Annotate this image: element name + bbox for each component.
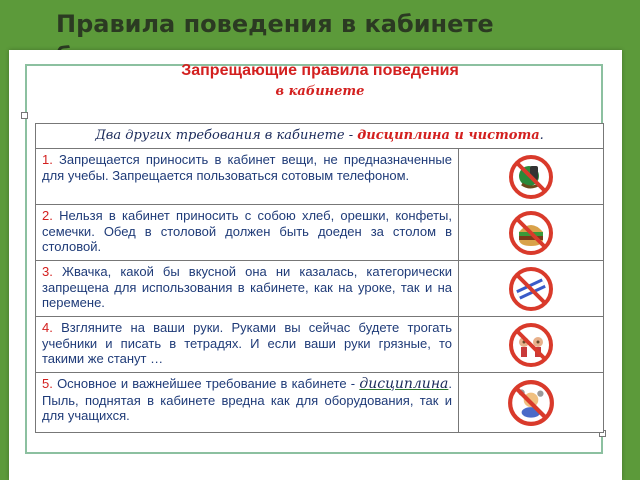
slide-title: Правила поведения в кабинете bbox=[56, 10, 494, 38]
rules-subheading: в кабинете bbox=[275, 84, 365, 99]
no-items-icon bbox=[508, 154, 554, 200]
rule-body-end: . Пыль, поднятая в кабинете вредна как для оборудования, так и для учащихся. bbox=[42, 376, 453, 423]
table-row bbox=[36, 149, 603, 205]
rule-number: 5. bbox=[42, 376, 53, 391]
rule-body: Нельзя в кабинет приносить с собою хлеб, орешки, конфеты, семечки. Обед в столовой должен быть доеден за столом в столовой. bbox=[42, 208, 452, 254]
intro-text: Два других требования в кабинете - bbox=[95, 128, 358, 143]
rule-icon-cell bbox=[459, 205, 603, 260]
table-row bbox=[36, 373, 603, 432]
rule-text bbox=[36, 149, 459, 204]
rule-body: Запрещается приносить в кабинет вещи, не предназначенные для учебы. Запрещается пользоваться сотовым телефоном. bbox=[42, 152, 452, 183]
table-intro bbox=[36, 124, 603, 149]
no-food-icon bbox=[508, 210, 554, 256]
rule-text bbox=[36, 317, 459, 372]
intro-suffix: . bbox=[539, 128, 544, 143]
rule-highlight: дисциплина bbox=[359, 376, 449, 392]
rule-text bbox=[36, 261, 459, 316]
table-row bbox=[36, 205, 603, 261]
resize-handle-icon[interactable] bbox=[21, 112, 28, 119]
rule-body: Взгляните на ваши руки. Руками вы сейчас будете трогать учебники и писать в тетрадях. И если ваши руки грязные, то такими же станут … bbox=[42, 320, 452, 366]
no-dust-icon bbox=[507, 379, 555, 427]
rule-icon-cell bbox=[459, 261, 603, 316]
table-row bbox=[36, 261, 603, 317]
rule-number: 1. bbox=[42, 152, 53, 167]
rule-number: 4. bbox=[42, 320, 53, 335]
rule-icon-cell bbox=[459, 373, 603, 432]
rules-table bbox=[35, 123, 604, 433]
table-row bbox=[36, 317, 603, 373]
intro-emphasis: дисциплина и чистота bbox=[357, 128, 540, 143]
rule-number: 2. bbox=[42, 208, 53, 223]
rule-body: Основное и важнейшее требование в кабинете - bbox=[57, 376, 356, 391]
rule-body: Жвачка, какой бы вкусной она ни казалась, категорически запрещена для использования в кабинете, как на уроке, так и на перемене. bbox=[42, 264, 452, 310]
rule-text bbox=[36, 373, 459, 432]
rule-text bbox=[36, 205, 459, 260]
rules-heading: Запрещающие правила поведения bbox=[181, 62, 459, 79]
no-dirty-hands-icon bbox=[508, 322, 554, 368]
rule-number: 3. bbox=[42, 264, 53, 279]
no-gum-icon bbox=[508, 266, 554, 312]
rule-icon-cell bbox=[459, 317, 603, 372]
rule-icon-cell bbox=[459, 149, 603, 204]
